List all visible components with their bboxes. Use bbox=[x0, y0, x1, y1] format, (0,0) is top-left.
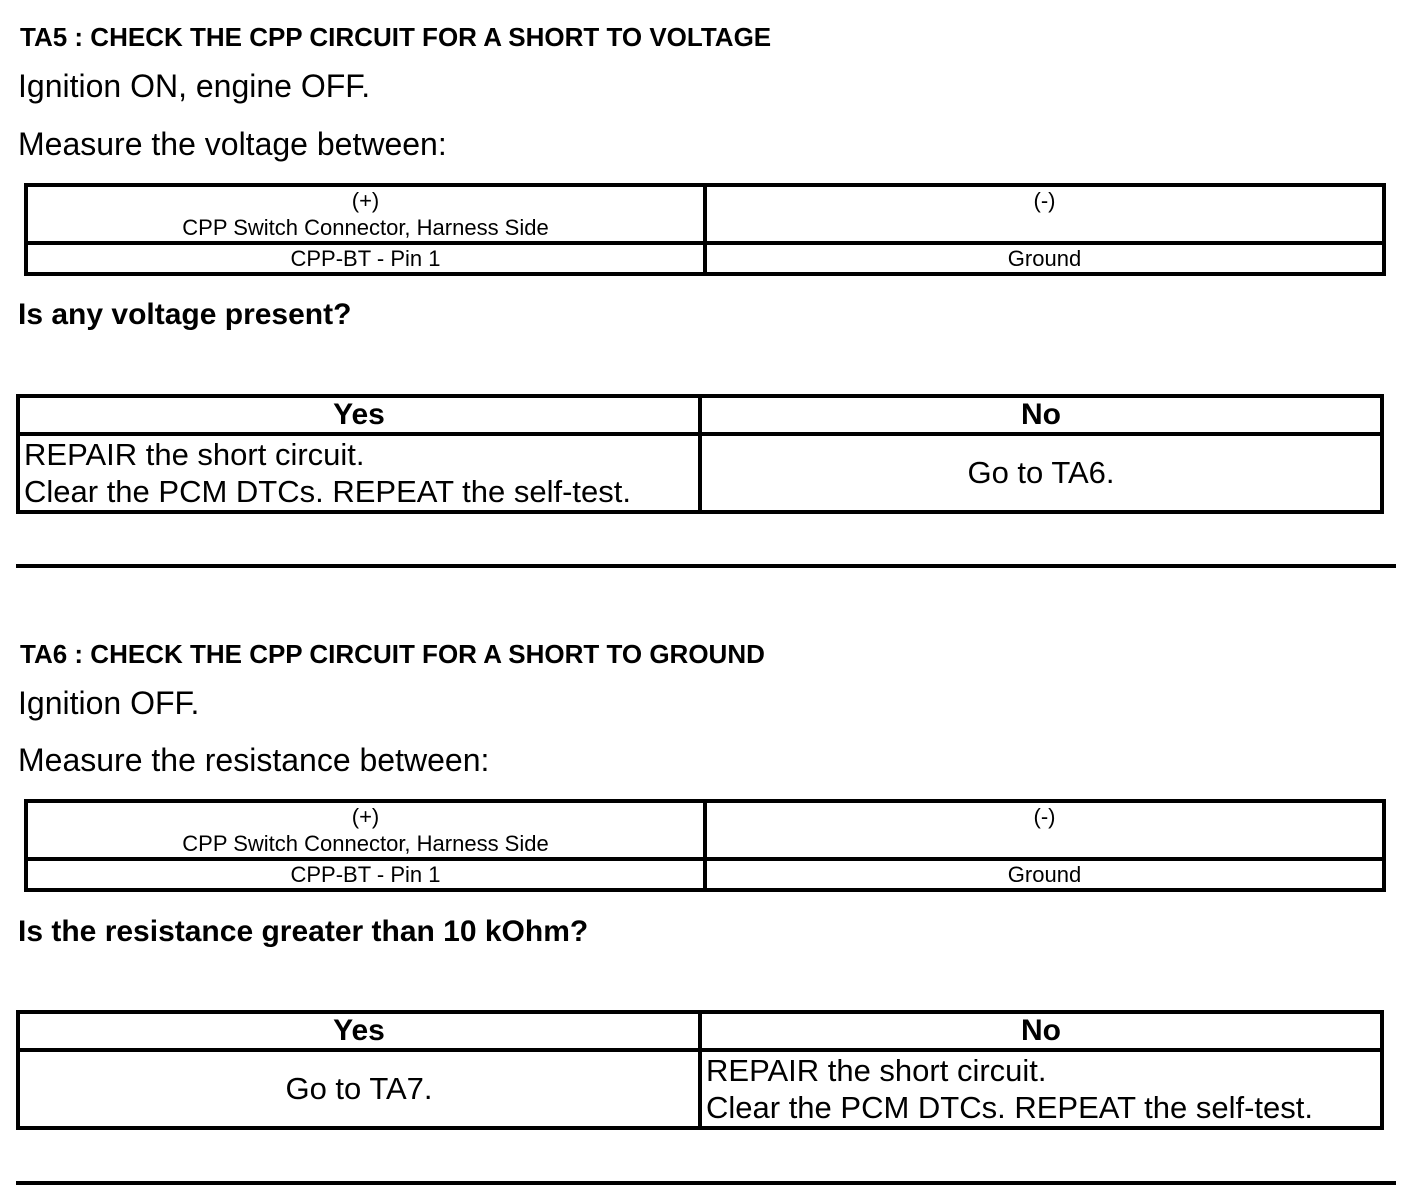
ta6-minus-value: Ground bbox=[705, 859, 1384, 890]
ta5-condition: Ignition ON, engine OFF. bbox=[18, 68, 371, 104]
ta6-plus-header-cell bbox=[26, 801, 705, 859]
ta6-plus-sub: CPP Switch Connector, Harness Side bbox=[182, 831, 549, 856]
ta6-plus-value: CPP-BT - Pin 1 bbox=[26, 859, 705, 890]
ta6-title: TA6 : CHECK THE CPP CIRCUIT FOR A SHORT TO GROUND bbox=[20, 639, 765, 669]
ta5-no-text: Go to TA6. bbox=[700, 434, 1382, 512]
ta5-minus-value: Ground bbox=[705, 243, 1384, 274]
ta6-result-table bbox=[16, 1010, 1384, 1130]
ta5-yes-header: Yes bbox=[18, 396, 700, 434]
ta5-minus-header: (-) bbox=[705, 185, 1384, 243]
ta5-no-header: No bbox=[700, 396, 1382, 434]
ta5-title: TA5 : CHECK THE CPP CIRCUIT FOR A SHORT TO VOLTAGE bbox=[20, 22, 772, 52]
ta5-result-table bbox=[16, 394, 1384, 514]
ta5-instruction: Measure the voltage between: bbox=[18, 126, 447, 162]
ta5-plus-value: CPP-BT - Pin 1 bbox=[26, 243, 705, 274]
ta5-plus-header: (+) bbox=[351, 188, 380, 213]
ta6-condition: Ignition OFF. bbox=[18, 685, 200, 721]
ta5-measure-table bbox=[24, 183, 1386, 276]
ta5-yes-line1: REPAIR the short circuit. bbox=[24, 437, 365, 472]
ta6-question: Is the resistance greater than 10 kOhm? bbox=[18, 915, 589, 948]
ta6-instruction: Measure the resistance between: bbox=[18, 742, 490, 778]
ta6-minus-header: (-) bbox=[705, 801, 1384, 859]
ta5-yes-line2: Clear the PCM DTCs. REPEAT the self-test. bbox=[24, 474, 631, 509]
ta6-yes-text: Go to TA7. bbox=[18, 1050, 700, 1128]
bottom-divider bbox=[16, 1181, 1396, 1185]
ta6-plus-header: (+) bbox=[351, 804, 380, 829]
ta6-measure-table bbox=[24, 799, 1386, 892]
ta6-no-cell bbox=[700, 1050, 1382, 1128]
ta6-no-line1: REPAIR the short circuit. bbox=[706, 1053, 1047, 1088]
ta6-no-line2: Clear the PCM DTCs. REPEAT the self-test. bbox=[706, 1090, 1313, 1125]
ta5-plus-header-cell bbox=[26, 185, 705, 243]
ta6-yes-header: Yes bbox=[18, 1012, 700, 1050]
ta5-plus-sub: CPP Switch Connector, Harness Side bbox=[182, 215, 549, 240]
section-divider bbox=[16, 564, 1396, 568]
ta6-no-header: No bbox=[700, 1012, 1382, 1050]
ta5-question: Is any voltage present? bbox=[18, 298, 352, 331]
ta5-yes-cell bbox=[18, 434, 700, 512]
